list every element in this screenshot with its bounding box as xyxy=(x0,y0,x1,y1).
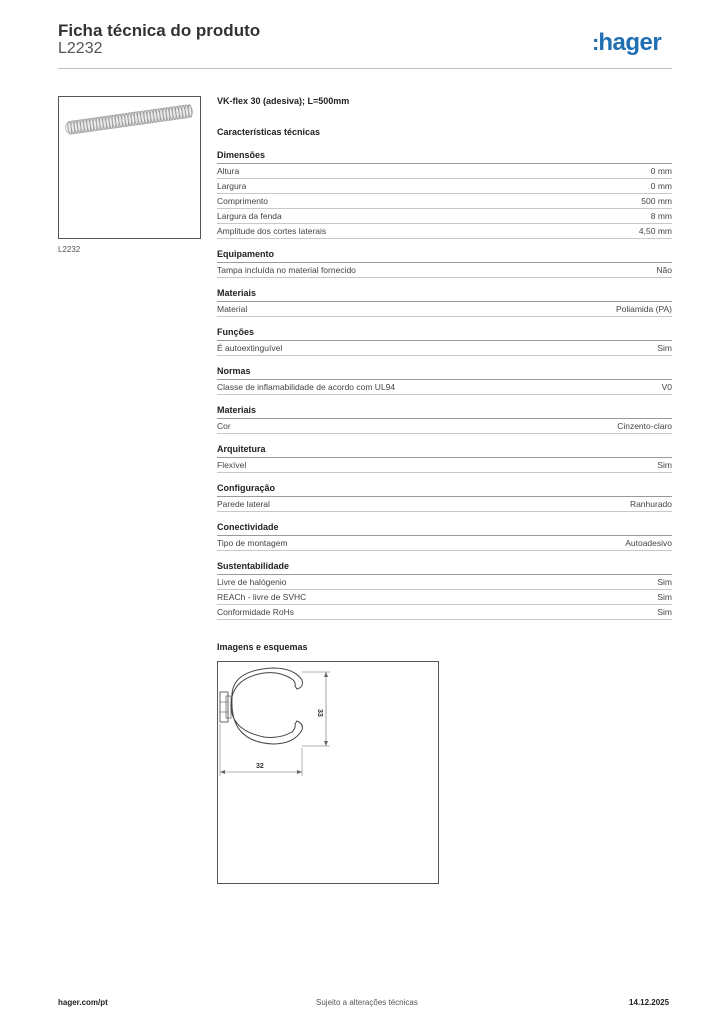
spec-group xyxy=(217,535,672,551)
spec-label: Tipo de montagem xyxy=(217,538,288,548)
cross-section-drawing xyxy=(218,662,438,883)
images-section-title: Imagens e esquemas xyxy=(217,642,308,652)
spec-label: Tampa incluída no material fornecido xyxy=(217,265,356,275)
page-title: Ficha técnica do produto xyxy=(58,21,261,40)
hager-logo[interactable] xyxy=(592,29,661,57)
spec-label: Comprimento xyxy=(217,196,269,206)
spec-label: Cor xyxy=(217,421,231,431)
logo-text: hager xyxy=(598,29,662,56)
product-code-header: L2232 xyxy=(58,40,103,57)
spec-label: Flexível xyxy=(217,460,247,470)
spec-value: 0 mm xyxy=(650,166,672,176)
spec-row xyxy=(217,263,672,278)
spec-label: Largura da fenda xyxy=(217,211,282,221)
product-name: VK-flex 30 (adesiva); L=500mm xyxy=(217,96,350,106)
spec-label: Amplitude dos cortes laterais xyxy=(217,226,327,236)
spec-group xyxy=(217,301,672,317)
spec-value: Sim xyxy=(657,592,672,602)
spec-value: Sim xyxy=(657,607,672,617)
spec-group xyxy=(217,418,672,434)
spec-label: Material xyxy=(217,304,248,314)
product-image xyxy=(58,96,201,239)
spec-group xyxy=(217,496,672,512)
spec-row xyxy=(217,497,672,512)
spec-row xyxy=(217,164,672,179)
spec-group-title: Normas xyxy=(217,366,251,376)
spec-row xyxy=(217,419,672,434)
spec-group xyxy=(217,340,672,356)
spec-group xyxy=(217,262,672,278)
spec-group-title: Configuração xyxy=(217,483,276,493)
spec-value: 8 mm xyxy=(650,211,672,221)
spec-row xyxy=(217,536,672,551)
spec-row xyxy=(217,458,672,473)
spec-group-title: Dimensões xyxy=(217,150,266,160)
spec-value: Sim xyxy=(657,577,672,587)
technical-drawing xyxy=(217,661,439,884)
spec-value: 4,50 mm xyxy=(638,226,672,236)
spec-group xyxy=(217,574,672,620)
spec-value: 0 mm xyxy=(650,181,672,191)
product-image-caption: L2232 xyxy=(58,245,81,254)
spec-group-title: Materiais xyxy=(217,288,257,298)
spec-label: Largura xyxy=(217,181,247,191)
corrugated-tube-illustration xyxy=(59,97,200,238)
spec-label: Parede lateral xyxy=(217,499,270,509)
spec-row xyxy=(217,302,672,317)
spec-group xyxy=(217,163,672,239)
spec-label: REACh - livre de SVHC xyxy=(217,592,307,602)
spec-group-title: Materiais xyxy=(217,405,257,415)
dimension-height-label: 33 xyxy=(316,709,323,717)
spec-group xyxy=(217,457,672,473)
spec-label: Livre de halógenio xyxy=(217,577,287,587)
dimension-width-label: 32 xyxy=(256,763,264,770)
spec-row xyxy=(217,194,672,209)
footer-date: 14.12.2025 xyxy=(629,998,670,1007)
spec-value: Poliamida (PA) xyxy=(615,304,672,314)
spec-value: Autoadesivo xyxy=(625,538,672,548)
footer-note: Sujeito a alterações técnicas xyxy=(316,998,418,1007)
spec-row xyxy=(217,209,672,224)
spec-group xyxy=(217,379,672,395)
spec-group-title: Funções xyxy=(217,327,255,337)
spec-group-title: Equipamento xyxy=(217,249,275,259)
logo-mark: : xyxy=(592,30,599,55)
spec-panel xyxy=(217,96,672,620)
spec-group-title: Sustentabilidade xyxy=(217,561,290,571)
spec-value: Ranhurado xyxy=(629,499,672,509)
section-title: Características técnicas xyxy=(217,127,321,137)
spec-value: V0 xyxy=(661,382,672,392)
spec-label: Conformidade RoHs xyxy=(217,607,295,617)
footer-website[interactable]: hager.com/pt xyxy=(58,998,108,1007)
spec-group-title: Arquitetura xyxy=(217,444,266,454)
spec-row xyxy=(217,179,672,194)
spec-value: Cinzento-claro xyxy=(617,421,672,431)
spec-row xyxy=(217,605,672,620)
spec-label: Altura xyxy=(217,166,240,176)
spec-group-title: Conectividade xyxy=(217,522,279,532)
spec-row xyxy=(217,380,672,395)
spec-label: É autoextinguível xyxy=(217,343,283,353)
spec-row xyxy=(217,341,672,356)
spec-groups xyxy=(217,150,672,620)
spec-value: 500 mm xyxy=(641,196,672,206)
spec-value: Não xyxy=(656,265,672,275)
spec-value: Sim xyxy=(657,460,672,470)
spec-label: Classe de inflamabilidade de acordo com UL94 xyxy=(217,382,396,392)
spec-row xyxy=(217,590,672,605)
header-divider xyxy=(58,68,672,69)
spec-row xyxy=(217,224,672,239)
spec-value: Sim xyxy=(657,343,672,353)
spec-row xyxy=(217,575,672,590)
